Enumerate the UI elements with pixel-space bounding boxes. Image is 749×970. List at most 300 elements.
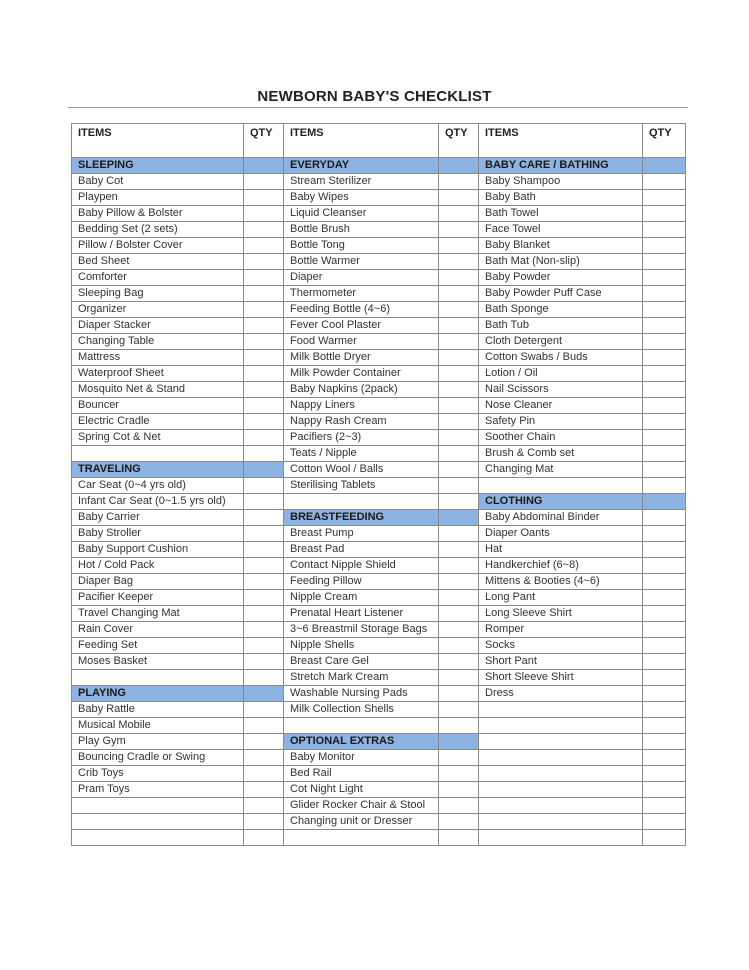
qty-cell[interactable]	[643, 462, 686, 478]
section-header: CLOTHING	[479, 494, 643, 510]
checklist-item: Cot Night Light	[284, 782, 439, 798]
table-row	[72, 398, 686, 414]
table-row	[72, 558, 686, 574]
qty-cell[interactable]	[643, 478, 686, 494]
qty-cell[interactable]	[439, 430, 479, 446]
checklist-item: Long Sleeve Shirt	[479, 606, 643, 622]
qty-cell[interactable]	[643, 814, 686, 830]
checklist-item: Diaper Oants	[479, 526, 643, 542]
qty-cell[interactable]	[439, 750, 479, 766]
checklist-item	[479, 734, 643, 750]
checklist-item: Washable Nursing Pads	[284, 686, 439, 702]
checklist-item: Sterilising Tablets	[284, 478, 439, 494]
checklist-item: Milk Collection Shells	[284, 702, 439, 718]
qty-cell[interactable]	[439, 830, 479, 846]
section-header: TRAVELING	[72, 462, 244, 478]
checklist-item: Baby Cot	[72, 174, 244, 190]
checklist-item	[479, 750, 643, 766]
checklist-item: Feeding Bottle (4~6)	[284, 302, 439, 318]
qty-cell[interactable]	[643, 238, 686, 254]
checklist-item: Waterproof Sheet	[72, 366, 244, 382]
checklist-item: Feeding Set	[72, 638, 244, 654]
checklist-item: Bath Sponge	[479, 302, 643, 318]
qty-cell[interactable]	[643, 510, 686, 526]
table-row	[72, 302, 686, 318]
table-row	[72, 414, 686, 430]
checklist-item: Feeding Pillow	[284, 574, 439, 590]
checklist-item	[284, 830, 439, 846]
checklist-item: Brush & Comb set	[479, 446, 643, 462]
table-row	[72, 622, 686, 638]
checklist-item: Bottle Brush	[284, 222, 439, 238]
checklist-item: Travel Changing Mat	[72, 606, 244, 622]
section-qty-cell	[439, 510, 479, 526]
section-header: PLAYING	[72, 686, 244, 702]
checklist-item: Comforter	[72, 270, 244, 286]
table-row	[72, 462, 686, 478]
table-row	[72, 238, 686, 254]
checklist-item: Fever Cool Plaster	[284, 318, 439, 334]
qty-cell[interactable]	[439, 286, 479, 302]
qty-cell[interactable]	[244, 318, 284, 334]
table-row	[72, 686, 686, 702]
checklist-item: Baby Wipes	[284, 190, 439, 206]
checklist-item: Stream Sterilizer	[284, 174, 439, 190]
qty-cell[interactable]	[643, 686, 686, 702]
checklist-item: Changing Table	[72, 334, 244, 350]
checklist-item: Infant Car Seat (0~1.5 yrs old)	[72, 494, 244, 510]
checklist-item: Hot / Cold Pack	[72, 558, 244, 574]
checklist-item: Safety Pin	[479, 414, 643, 430]
qty-cell[interactable]	[439, 798, 479, 814]
qty-cell[interactable]	[439, 462, 479, 478]
checklist-item: Short Sleeve Shirt	[479, 670, 643, 686]
qty-cell[interactable]	[244, 366, 284, 382]
section-qty-cell	[439, 158, 479, 174]
checklist-item	[479, 798, 643, 814]
qty-cell[interactable]	[439, 222, 479, 238]
checklist-item: Breast Care Gel	[284, 654, 439, 670]
qty-cell[interactable]	[244, 718, 284, 734]
section-qty-cell	[244, 158, 284, 174]
items-header: ITEMS	[479, 124, 643, 158]
checklist-item: Bath Tub	[479, 318, 643, 334]
qty-cell[interactable]	[643, 446, 686, 462]
qty-cell[interactable]	[439, 686, 479, 702]
qty-cell[interactable]	[439, 542, 479, 558]
qty-cell[interactable]	[439, 318, 479, 334]
qty-cell[interactable]	[643, 782, 686, 798]
qty-cell[interactable]	[244, 734, 284, 750]
table-row	[72, 318, 686, 334]
checklist-item: Diaper	[284, 270, 439, 286]
qty-cell[interactable]	[244, 254, 284, 270]
qty-cell[interactable]	[643, 302, 686, 318]
checklist-item: Playpen	[72, 190, 244, 206]
table-row	[72, 350, 686, 366]
checklist-item: Teats / Nipple	[284, 446, 439, 462]
checklist-item	[479, 702, 643, 718]
qty-cell[interactable]	[244, 670, 284, 686]
checklist-item: 3~6 Breastmil Storage Bags	[284, 622, 439, 638]
qty-cell[interactable]	[643, 222, 686, 238]
checklist-item: Bedding Set (2 sets)	[72, 222, 244, 238]
qty-cell[interactable]	[244, 526, 284, 542]
qty-cell[interactable]	[643, 366, 686, 382]
checklist-item: Bottle Warmer	[284, 254, 439, 270]
qty-cell[interactable]	[643, 414, 686, 430]
checklist-item: Thermometer	[284, 286, 439, 302]
table-row	[72, 734, 686, 750]
qty-cell[interactable]	[244, 494, 284, 510]
checklist-item: Play Gym	[72, 734, 244, 750]
table-row	[72, 590, 686, 606]
qty-cell[interactable]	[643, 654, 686, 670]
qty-cell[interactable]	[643, 606, 686, 622]
qty-cell[interactable]	[643, 638, 686, 654]
checklist-item: Electric Cradle	[72, 414, 244, 430]
checklist-item: Diaper Stacker	[72, 318, 244, 334]
qty-cell[interactable]	[439, 702, 479, 718]
qty-cell[interactable]	[244, 574, 284, 590]
qty-cell[interactable]	[244, 782, 284, 798]
qty-cell[interactable]	[439, 350, 479, 366]
qty-cell[interactable]	[244, 190, 284, 206]
checklist-item: Nipple Cream	[284, 590, 439, 606]
checklist-item: Nappy Rash Cream	[284, 414, 439, 430]
checklist-item: Baby Rattle	[72, 702, 244, 718]
qty-cell[interactable]	[244, 398, 284, 414]
checklist-item: Bouncer	[72, 398, 244, 414]
checklist-item	[72, 670, 244, 686]
checklist-item: Baby Shampoo	[479, 174, 643, 190]
qty-cell[interactable]	[643, 830, 686, 846]
qty-cell[interactable]	[244, 174, 284, 190]
table-row	[72, 510, 686, 526]
qty-cell[interactable]	[643, 350, 686, 366]
qty-cell[interactable]	[643, 558, 686, 574]
qty-cell[interactable]	[643, 766, 686, 782]
table-row	[72, 174, 686, 190]
checklist-item: Breast Pump	[284, 526, 439, 542]
section-qty-cell	[244, 462, 284, 478]
checklist-item: Pram Toys	[72, 782, 244, 798]
qty-header: QTY	[643, 124, 686, 158]
qty-cell[interactable]	[244, 238, 284, 254]
section-header: EVERYDAY	[284, 158, 439, 174]
qty-cell[interactable]	[643, 398, 686, 414]
qty-header: QTY	[244, 124, 284, 158]
checklist-item: Bath Towel	[479, 206, 643, 222]
checklist-item: Musical Mobile	[72, 718, 244, 734]
qty-cell[interactable]	[244, 558, 284, 574]
qty-cell[interactable]	[439, 590, 479, 606]
checklist-item: Pillow / Bolster Cover	[72, 238, 244, 254]
qty-header: QTY	[439, 124, 479, 158]
checklist-item	[479, 830, 643, 846]
table-row	[72, 334, 686, 350]
qty-cell[interactable]	[439, 526, 479, 542]
qty-cell[interactable]	[244, 830, 284, 846]
qty-cell[interactable]	[244, 270, 284, 286]
checklist-item: Mittens & Booties (4~6)	[479, 574, 643, 590]
qty-cell[interactable]	[643, 174, 686, 190]
qty-cell[interactable]	[643, 270, 686, 286]
checklist-item: Stretch Mark Cream	[284, 670, 439, 686]
qty-cell[interactable]	[439, 814, 479, 830]
checklist-item: Bottle Tong	[284, 238, 439, 254]
qty-cell[interactable]	[244, 302, 284, 318]
table-row	[72, 766, 686, 782]
qty-cell[interactable]	[643, 334, 686, 350]
checklist-item: Prenatal Heart Listener	[284, 606, 439, 622]
qty-cell[interactable]	[244, 334, 284, 350]
table-row	[72, 782, 686, 798]
header-row	[72, 124, 686, 158]
checklist-item: Nipple Shells	[284, 638, 439, 654]
table-row	[72, 670, 686, 686]
checklist-item	[72, 830, 244, 846]
table-row	[72, 190, 686, 206]
qty-cell[interactable]	[439, 494, 479, 510]
qty-cell[interactable]	[244, 638, 284, 654]
qty-cell[interactable]	[244, 654, 284, 670]
checklist-item: Moses Basket	[72, 654, 244, 670]
qty-cell[interactable]	[439, 638, 479, 654]
qty-cell[interactable]	[643, 734, 686, 750]
checklist-item: Cotton Swabs / Buds	[479, 350, 643, 366]
checklist-item: Baby Powder Puff Case	[479, 286, 643, 302]
qty-cell[interactable]	[244, 286, 284, 302]
qty-cell[interactable]	[439, 398, 479, 414]
checklist-item: Changing unit or Dresser	[284, 814, 439, 830]
qty-cell[interactable]	[439, 606, 479, 622]
checklist-item: Breast Pad	[284, 542, 439, 558]
qty-cell[interactable]	[439, 670, 479, 686]
checklist-item: Spring Cot & Net	[72, 430, 244, 446]
qty-cell[interactable]	[244, 750, 284, 766]
qty-cell[interactable]	[244, 414, 284, 430]
checklist-item	[72, 798, 244, 814]
qty-cell[interactable]	[643, 318, 686, 334]
qty-cell[interactable]	[439, 206, 479, 222]
checklist-item	[72, 446, 244, 462]
qty-cell[interactable]	[439, 782, 479, 798]
qty-cell[interactable]	[244, 222, 284, 238]
table-row	[72, 430, 686, 446]
items-header: ITEMS	[72, 124, 244, 158]
checklist-item: Baby Carrier	[72, 510, 244, 526]
qty-cell[interactable]	[439, 718, 479, 734]
checklist-item: Food Warmer	[284, 334, 439, 350]
qty-cell[interactable]	[643, 286, 686, 302]
qty-cell[interactable]	[643, 190, 686, 206]
qty-cell[interactable]	[244, 446, 284, 462]
qty-cell[interactable]	[643, 574, 686, 590]
checklist-item: Baby Powder	[479, 270, 643, 286]
qty-cell[interactable]	[244, 798, 284, 814]
checklist-item: Car Seat (0~4 yrs old)	[72, 478, 244, 494]
qty-cell[interactable]	[439, 446, 479, 462]
section-qty-cell	[439, 734, 479, 750]
qty-cell[interactable]	[244, 590, 284, 606]
table-row	[72, 542, 686, 558]
qty-cell[interactable]	[439, 654, 479, 670]
checklist-item	[479, 718, 643, 734]
qty-cell[interactable]	[244, 606, 284, 622]
qty-cell[interactable]	[439, 414, 479, 430]
section-header: OPTIONAL EXTRAS	[284, 734, 439, 750]
qty-cell[interactable]	[244, 382, 284, 398]
section-header: BREASTFEEDING	[284, 510, 439, 526]
table-row	[72, 718, 686, 734]
qty-cell[interactable]	[244, 206, 284, 222]
checklist-item: Dress	[479, 686, 643, 702]
table-row	[72, 638, 686, 654]
table-row	[72, 222, 686, 238]
checklist-item: Baby Napkins (2pack)	[284, 382, 439, 398]
qty-cell[interactable]	[244, 814, 284, 830]
checklist-item: Long Pant	[479, 590, 643, 606]
checklist-item: Mattress	[72, 350, 244, 366]
qty-cell[interactable]	[244, 510, 284, 526]
checklist-item: Soother Chain	[479, 430, 643, 446]
qty-cell[interactable]	[439, 574, 479, 590]
qty-cell[interactable]	[643, 542, 686, 558]
table-row	[72, 574, 686, 590]
qty-cell[interactable]	[244, 430, 284, 446]
qty-cell[interactable]	[643, 670, 686, 686]
qty-cell[interactable]	[439, 270, 479, 286]
qty-cell[interactable]	[643, 622, 686, 638]
table-row	[72, 158, 686, 174]
qty-cell[interactable]	[439, 766, 479, 782]
qty-cell[interactable]	[439, 174, 479, 190]
qty-cell[interactable]	[643, 206, 686, 222]
checklist-table	[71, 123, 686, 846]
checklist-item	[284, 718, 439, 734]
checklist-item: Cotton Wool / Balls	[284, 462, 439, 478]
checklist-item: Baby Monitor	[284, 750, 439, 766]
qty-cell[interactable]	[439, 382, 479, 398]
section-qty-cell	[244, 686, 284, 702]
checklist-item: Baby Support Cushion	[72, 542, 244, 558]
checklist-item: Bed Sheet	[72, 254, 244, 270]
table-row	[72, 526, 686, 542]
checklist-item: Mosquito Net & Stand	[72, 382, 244, 398]
checklist-item: Cloth Detergent	[479, 334, 643, 350]
qty-cell[interactable]	[643, 430, 686, 446]
table-row	[72, 830, 686, 846]
qty-cell[interactable]	[643, 702, 686, 718]
checklist-item: Nappy Liners	[284, 398, 439, 414]
checklist-item: Diaper Bag	[72, 574, 244, 590]
table-row	[72, 254, 686, 270]
table-row	[72, 606, 686, 622]
qty-cell[interactable]	[439, 334, 479, 350]
checklist-item: Pacifiers (2~3)	[284, 430, 439, 446]
qty-cell[interactable]	[244, 702, 284, 718]
checklist-item: Contact Nipple Shield	[284, 558, 439, 574]
table-row	[72, 798, 686, 814]
table-row	[72, 814, 686, 830]
table-row	[72, 446, 686, 462]
checklist-item	[72, 814, 244, 830]
checklist-item: Nail Scissors	[479, 382, 643, 398]
table-row	[72, 478, 686, 494]
qty-cell[interactable]	[244, 478, 284, 494]
checklist-item: Nose Cleaner	[479, 398, 643, 414]
section-header: SLEEPING	[72, 158, 244, 174]
checklist-item: Bath Mat (Non-slip)	[479, 254, 643, 270]
checklist-item: Lotion / Oil	[479, 366, 643, 382]
qty-cell[interactable]	[643, 254, 686, 270]
table-row	[72, 206, 686, 222]
checklist-item: Milk Bottle Dryer	[284, 350, 439, 366]
qty-cell[interactable]	[439, 622, 479, 638]
checklist-item: Hat	[479, 542, 643, 558]
checklist-item: Baby Bath	[479, 190, 643, 206]
qty-cell[interactable]	[643, 590, 686, 606]
qty-cell[interactable]	[244, 542, 284, 558]
qty-cell[interactable]	[439, 254, 479, 270]
section-qty-cell	[643, 158, 686, 174]
qty-cell[interactable]	[244, 622, 284, 638]
qty-cell[interactable]	[643, 798, 686, 814]
checklist-item	[479, 766, 643, 782]
checklist-item: Short Pant	[479, 654, 643, 670]
checklist-item: Bed Rail	[284, 766, 439, 782]
checklist-item: Changing Mat	[479, 462, 643, 478]
qty-cell[interactable]	[643, 382, 686, 398]
checklist-item: Baby Abdominal Binder	[479, 510, 643, 526]
checklist-item	[479, 814, 643, 830]
section-header: BABY CARE / BATHING	[479, 158, 643, 174]
checklist-item: Organizer	[72, 302, 244, 318]
qty-cell[interactable]	[244, 766, 284, 782]
qty-cell[interactable]	[439, 190, 479, 206]
checklist-item: Handkerchief (6~8)	[479, 558, 643, 574]
qty-cell[interactable]	[643, 718, 686, 734]
title-divider	[68, 107, 688, 108]
checklist-item: Rain Cover	[72, 622, 244, 638]
checklist-item: Milk Powder Container	[284, 366, 439, 382]
qty-cell[interactable]	[244, 350, 284, 366]
checklist-item: Crib Toys	[72, 766, 244, 782]
items-header: ITEMS	[284, 124, 439, 158]
checklist-item	[479, 478, 643, 494]
checklist-item: Glider Rocker Chair & Stool	[284, 798, 439, 814]
checklist-item	[284, 494, 439, 510]
qty-cell[interactable]	[643, 526, 686, 542]
checklist-item: Face Towel	[479, 222, 643, 238]
checklist-item: Baby Stroller	[72, 526, 244, 542]
qty-cell[interactable]	[643, 750, 686, 766]
table-row	[72, 702, 686, 718]
qty-cell[interactable]	[439, 238, 479, 254]
qty-cell[interactable]	[439, 302, 479, 318]
checklist-item: Sleeping Bag	[72, 286, 244, 302]
table-row	[72, 750, 686, 766]
checklist-item: Romper	[479, 622, 643, 638]
table-row	[72, 366, 686, 382]
qty-cell[interactable]	[439, 558, 479, 574]
checklist-item: Liquid Cleanser	[284, 206, 439, 222]
qty-cell[interactable]	[439, 478, 479, 494]
qty-cell[interactable]	[439, 366, 479, 382]
table-row	[72, 382, 686, 398]
checklist-item	[479, 782, 643, 798]
